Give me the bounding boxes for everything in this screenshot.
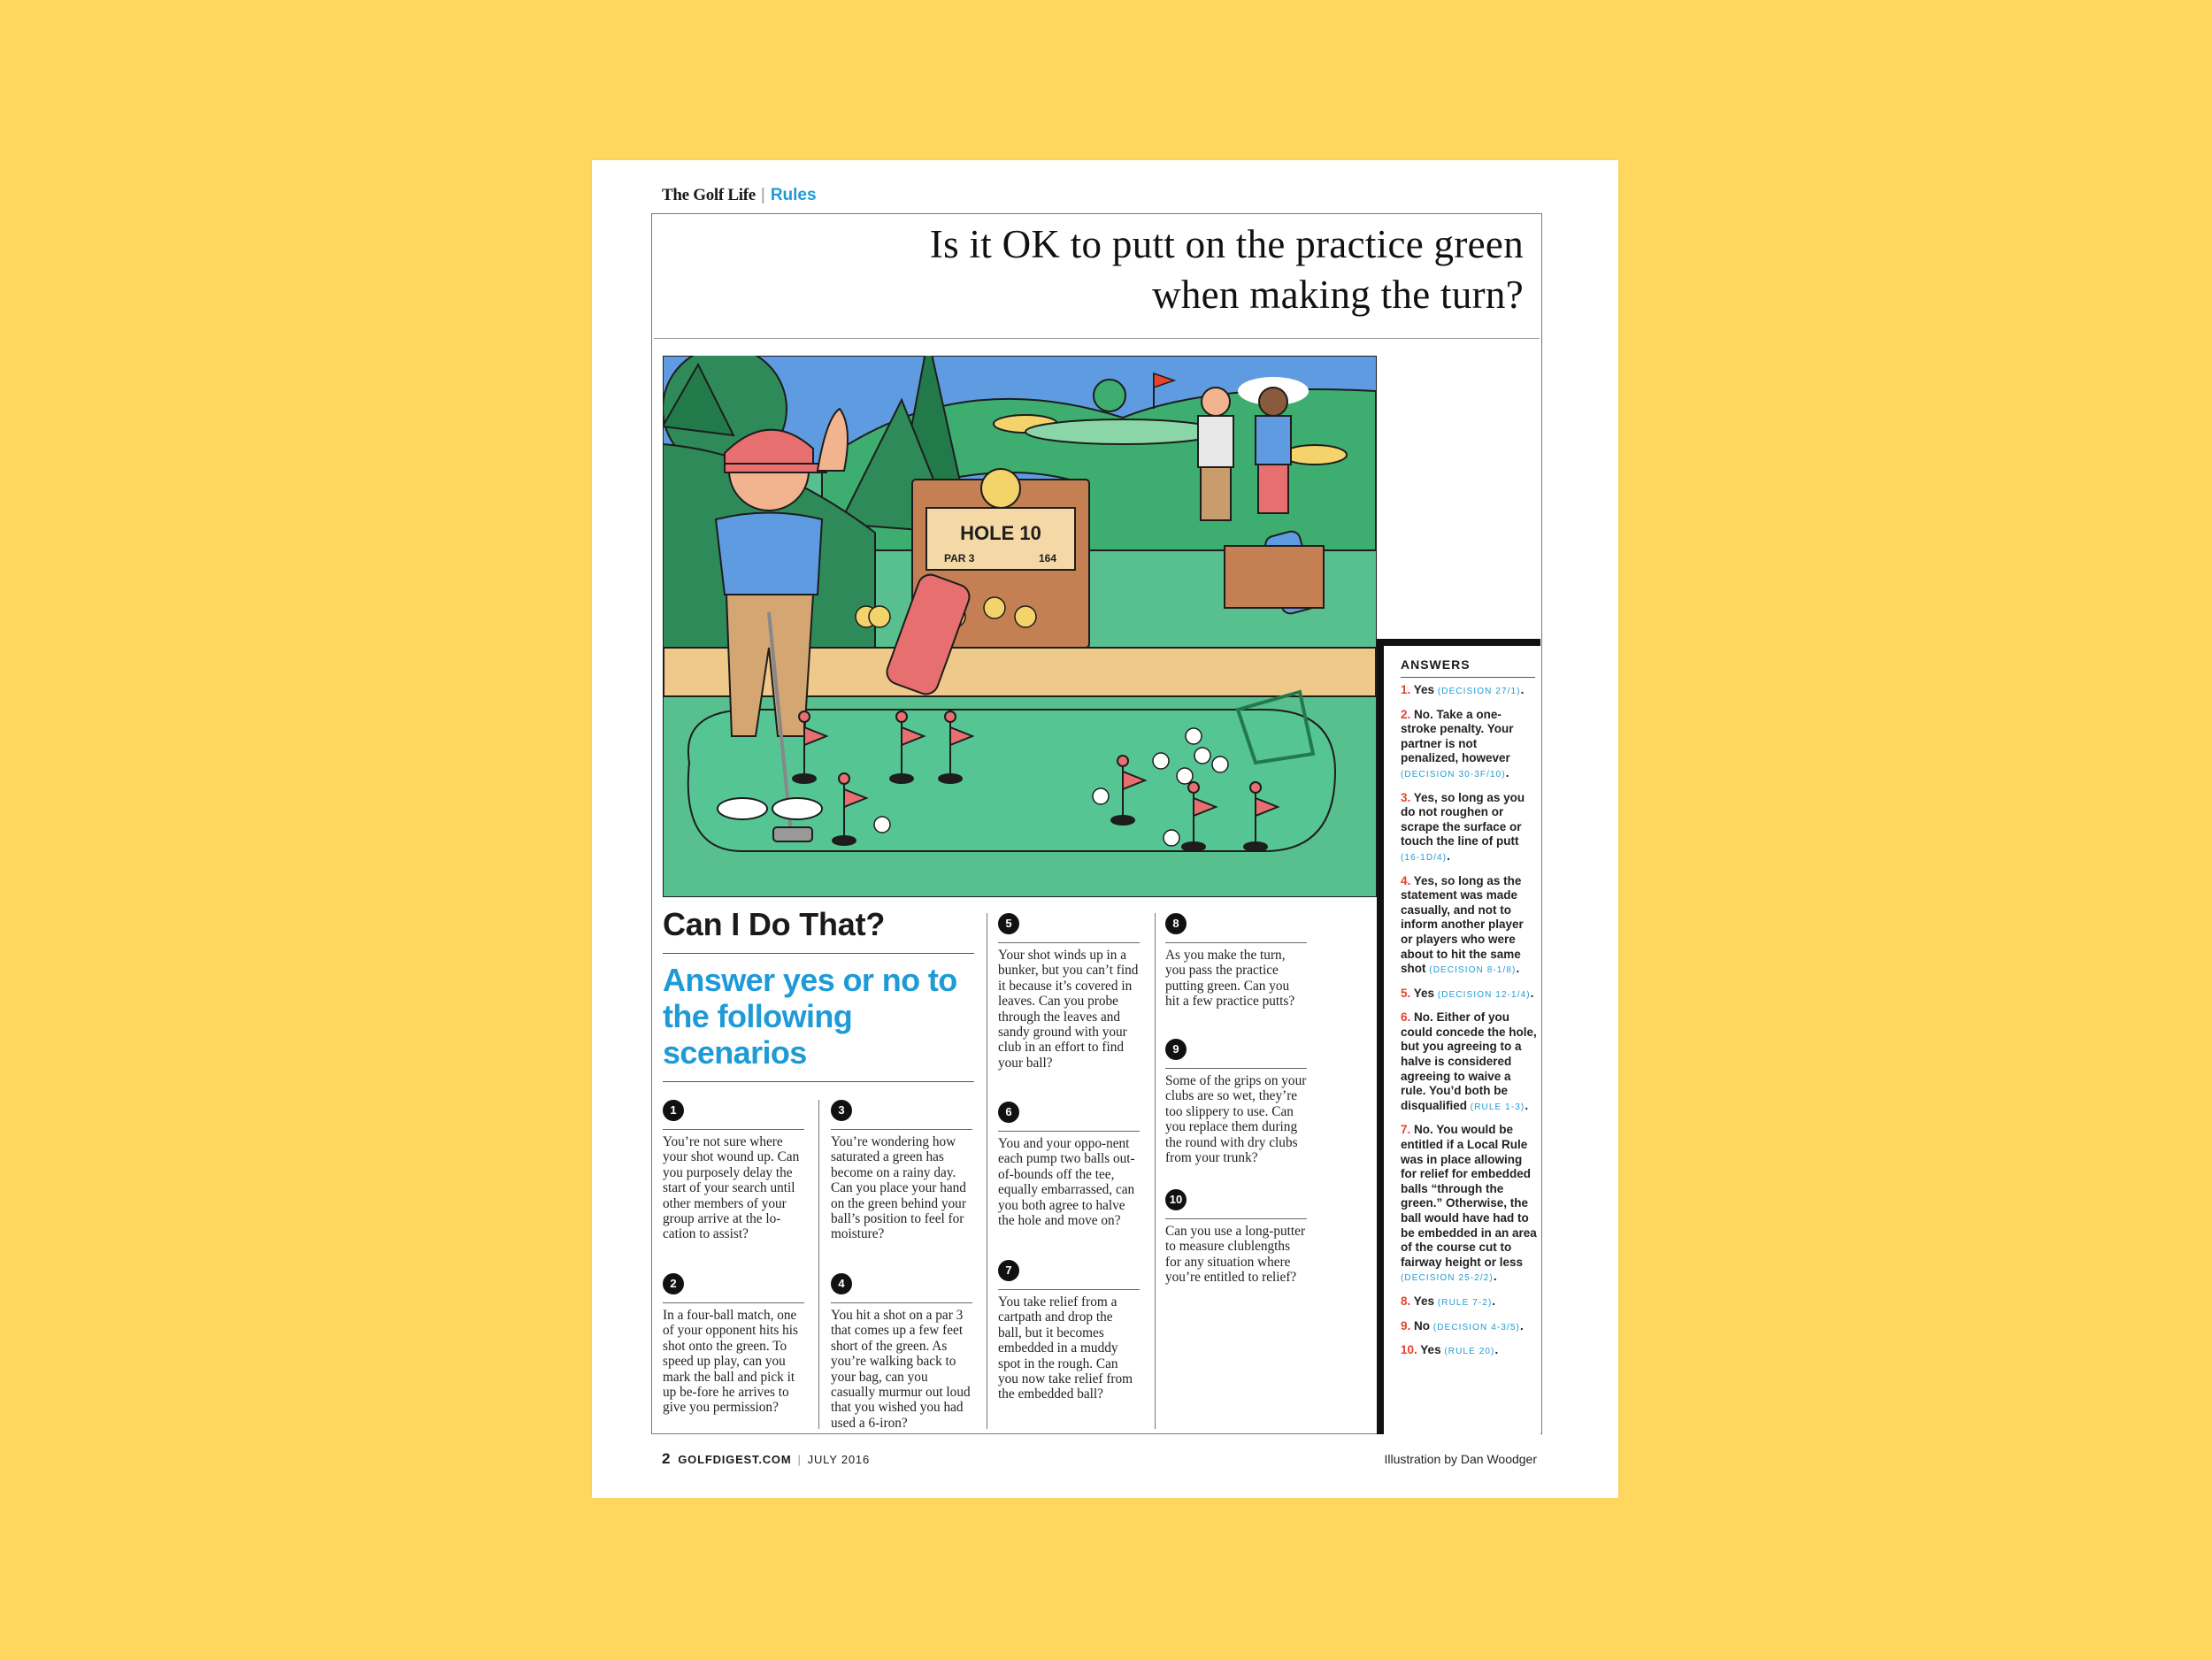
answer-reference: (DECISION 27/1) bbox=[1437, 687, 1521, 696]
answer-item bbox=[1401, 791, 1537, 866]
answer-number: 5. bbox=[1401, 986, 1411, 1000]
answer-item bbox=[1401, 683, 1537, 700]
answer-reference: (RULE 7-2) bbox=[1437, 1297, 1493, 1308]
heading-rule bbox=[663, 953, 974, 954]
answers-box bbox=[1377, 639, 1540, 1434]
question-rule bbox=[831, 1302, 972, 1303]
question-number-badge: 9 bbox=[1165, 1039, 1187, 1060]
answer-lead: Yes bbox=[1420, 1343, 1441, 1357]
answer-lead: No bbox=[1414, 1318, 1431, 1333]
question-rule bbox=[998, 1289, 1140, 1290]
question-rule bbox=[663, 1129, 804, 1130]
column-divider bbox=[1155, 913, 1156, 1429]
question-number-badge: 4 bbox=[831, 1273, 852, 1294]
question-rule bbox=[1165, 1218, 1307, 1219]
answer-reference: (DECISION 4-3/5) bbox=[1432, 1322, 1520, 1333]
answer-end: . bbox=[1519, 1318, 1524, 1333]
answer-end: . bbox=[1492, 1294, 1496, 1308]
question-number-badge: 5 bbox=[998, 913, 1019, 934]
running-head-separator: | bbox=[760, 186, 765, 204]
answer-number: 9. bbox=[1401, 1318, 1411, 1333]
answer-text: so long as the statement was made casually, and not to inform another player or players who were about to hit the same shot bbox=[1401, 873, 1524, 976]
question-rule bbox=[663, 1302, 804, 1303]
answer-reference: (RULE 1-3) bbox=[1470, 1102, 1525, 1112]
question-4 bbox=[831, 1273, 972, 1431]
answer-reference: (DECISION 8-1/8) bbox=[1429, 965, 1517, 976]
question-text: In a four-ball match, one of your opponent hits his shot onto the green. To speed up play, can you mark the ball and pick it up be-fore he arrives to give you permission? bbox=[663, 1308, 798, 1416]
answer-end: . bbox=[1505, 765, 1509, 780]
answer-item bbox=[1401, 1294, 1537, 1311]
answer-number: 8. bbox=[1401, 1294, 1411, 1308]
question-2 bbox=[663, 1273, 804, 1416]
question-text: You’re not sure where your shot wound up. Can you purposely delay the start of your search until other members of your group arrive at the lo-cation to assist? bbox=[663, 1134, 800, 1242]
answer-item bbox=[1401, 1319, 1537, 1336]
question-5 bbox=[998, 913, 1140, 1071]
question-number-badge: 3 bbox=[831, 1100, 852, 1121]
title-divider bbox=[654, 338, 1540, 339]
golf-course-illustration bbox=[663, 356, 1377, 897]
question-text: You’re wondering how saturated a green has become on a rainy day. Can you place your hand on the green behind your ball’s position to feel for moisture? bbox=[831, 1134, 966, 1242]
answer-lead: No. bbox=[1414, 1010, 1433, 1025]
answer-number: 4. bbox=[1401, 873, 1411, 887]
answer-reference: (DECISION 25-2/2) bbox=[1401, 1273, 1494, 1284]
question-6 bbox=[998, 1102, 1140, 1228]
question-rule bbox=[1165, 942, 1307, 943]
answer-lead: Yes, bbox=[1413, 790, 1438, 804]
answer-text: so long as you do not roughen or scrape the surface or touch the line of putt bbox=[1401, 790, 1525, 849]
question-number-badge: 10 bbox=[1165, 1189, 1187, 1210]
deck-rule bbox=[663, 1081, 974, 1082]
question-1 bbox=[663, 1100, 804, 1242]
question-text: As you make the turn, you pass the practice putting green. Can you hit a few practice putts? bbox=[1165, 948, 1295, 1010]
answer-number: 7. bbox=[1401, 1123, 1411, 1137]
page-number: 2 bbox=[662, 1450, 672, 1467]
running-head bbox=[662, 186, 817, 205]
question-number-badge: 8 bbox=[1165, 913, 1187, 934]
answer-number: 2. bbox=[1401, 707, 1411, 721]
answers-list bbox=[1401, 683, 1540, 1360]
deck-subheading: Answer yes or no to the following scenarios bbox=[663, 962, 957, 1071]
answer-reference: (RULE 20) bbox=[1444, 1347, 1495, 1357]
answer-item bbox=[1401, 874, 1537, 979]
question-9 bbox=[1165, 1039, 1307, 1165]
answer-lead: No. bbox=[1414, 707, 1433, 721]
answer-end: . bbox=[1530, 986, 1534, 1000]
answer-lead: Yes bbox=[1413, 683, 1435, 696]
answers-title: ANSWERS bbox=[1401, 657, 1535, 678]
site-name: GOLFDIGEST.COM bbox=[678, 1453, 792, 1466]
sign-par-text: PAR 3 bbox=[944, 552, 975, 565]
question-text: Some of the grips on your clubs are so wet, they’re too slippery to use. Can you replace them during the round with dry clubs from your trunk? bbox=[1165, 1073, 1307, 1166]
issue-date: JULY 2016 bbox=[807, 1453, 870, 1466]
answer-reference: (DECISION 12-1/4) bbox=[1437, 989, 1531, 1000]
answer-lead: No. bbox=[1414, 1123, 1433, 1137]
answer-end: . bbox=[1447, 849, 1450, 863]
folio-separator: | bbox=[797, 1453, 802, 1466]
answer-number: 1. bbox=[1401, 683, 1411, 696]
question-rule bbox=[1165, 1068, 1307, 1069]
question-rule bbox=[831, 1129, 972, 1130]
folio bbox=[662, 1450, 870, 1468]
answer-lead: Yes, bbox=[1413, 873, 1438, 887]
answer-number: 6. bbox=[1401, 1010, 1411, 1025]
answer-number: 3. bbox=[1401, 790, 1411, 804]
answer-end: . bbox=[1494, 1343, 1499, 1357]
answer-lead: Yes bbox=[1413, 1294, 1435, 1308]
answer-reference: (16-1D/4) bbox=[1401, 852, 1448, 863]
question-number-badge: 6 bbox=[998, 1102, 1019, 1123]
section-heading: Can I Do That? bbox=[663, 906, 886, 942]
question-text: Can you use a long-putter to measure clublengths for any situation where you’re entitled to relief? bbox=[1165, 1224, 1306, 1286]
answer-reference: (DECISION 30-3F/10) bbox=[1401, 769, 1506, 780]
question-rule bbox=[998, 942, 1140, 943]
column-divider bbox=[818, 1100, 819, 1429]
answer-text: Either of you could concede the hole, but you agreeing to a halve is considered agreeing to waive a rule. You’d both be disqualified bbox=[1401, 1010, 1537, 1112]
question-3 bbox=[831, 1100, 972, 1242]
answer-item bbox=[1401, 1010, 1537, 1115]
section-label: Rules bbox=[770, 186, 817, 204]
answer-item bbox=[1401, 987, 1537, 1003]
question-7 bbox=[998, 1260, 1140, 1402]
question-8 bbox=[1165, 913, 1307, 1010]
answer-end: . bbox=[1493, 1270, 1497, 1284]
answer-text: Take a one-stroke penalty. Your partner is not penalized, however bbox=[1401, 707, 1514, 765]
answer-item bbox=[1401, 1123, 1537, 1286]
question-rule bbox=[998, 1131, 1140, 1132]
answer-lead: Yes bbox=[1413, 986, 1435, 1000]
sign-hole-text: HOLE 10 bbox=[960, 522, 1041, 544]
question-number-badge: 7 bbox=[998, 1260, 1019, 1281]
answer-item bbox=[1401, 1343, 1537, 1360]
illustration-credit: Illustration by Dan Woodger bbox=[1384, 1452, 1537, 1466]
question-10 bbox=[1165, 1189, 1307, 1286]
sign-yards-text: 164 bbox=[1039, 552, 1057, 565]
question-text: You and your oppo-nent each pump two balls out-of-bounds off the tee, equally embarrassed, can you both agree to halve the hole and move on? bbox=[998, 1136, 1135, 1229]
question-number-badge: 1 bbox=[663, 1100, 684, 1121]
answer-item bbox=[1401, 708, 1537, 783]
question-number-badge: 2 bbox=[663, 1273, 684, 1294]
question-text: Your shot winds up in a bunker, but you can’t find it because it’s covered in leaves. Can you probe through the leaves and sandy ground with your club in an effort to find your ball? bbox=[998, 948, 1139, 1071]
answer-end: . bbox=[1525, 1098, 1529, 1112]
answer-text: You would be entitled if a Local Rule was in place allowing for relief for embedded balls “through the green.” Otherwise, the ball would have had to be embedded in an area of the course cut to fairway height or less bbox=[1401, 1123, 1537, 1269]
magazine-section-name: The Golf Life bbox=[662, 186, 756, 204]
answer-end: . bbox=[1516, 962, 1520, 976]
article-title: Is it OK to putt on the practice green when making the turn? bbox=[929, 222, 1524, 317]
question-text: You take relief from a cartpath and drop the ball, but it becomes embedded in a muddy spot in the rough. Can you now take relief from the embedded ball? bbox=[998, 1294, 1133, 1402]
answer-number: 10. bbox=[1401, 1343, 1417, 1357]
answer-end: . bbox=[1520, 683, 1525, 696]
magazine-page bbox=[592, 160, 1618, 1498]
question-text: You hit a shot on a par 3 that comes up a few feet short of the green. As you’re walking back to your bag, can you casually murmur out loud that you wished you had used a 6-iron? bbox=[831, 1308, 971, 1431]
